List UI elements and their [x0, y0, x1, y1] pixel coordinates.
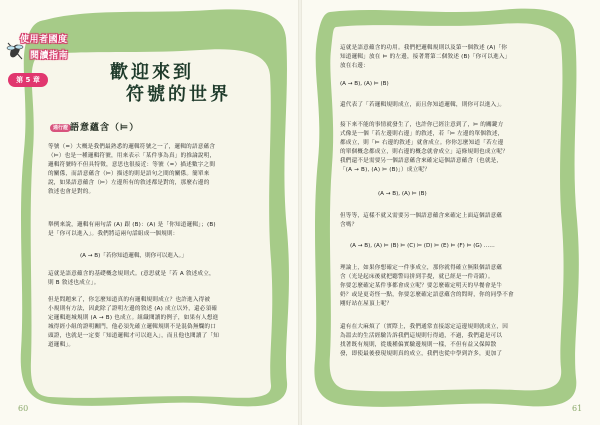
text-line: （⊨）也是一種邏輯符號，用來表示「某件事為真」的推論說明，: [48, 153, 216, 159]
page-number-left: 60: [18, 404, 29, 413]
text-line: 剛好站在屋頂上呢？: [340, 301, 393, 307]
page-number-right: 61: [572, 404, 583, 413]
text-line: 說，如果語意蘊含（⊨）左邊所有的敘述都是對的，那麼右邊的: [48, 180, 210, 186]
text-line: 小規則有方法，因此除了證明左邊的敘述 (A) 成立以外，還必須確: [48, 306, 218, 312]
text-line: 為溫去的生活經驗告訴我們這規則行得通，不過，我們還是可以: [340, 333, 503, 339]
text-line: 找著既有規則，從幾種偏實驗邊規則一樣，不但有益又保障散: [340, 342, 497, 348]
text-line: 邏輯符號時不但具特徵，意思也很接近：等號（=）描述數字之間: [48, 162, 216, 168]
text-line: 含嗎？: [340, 222, 358, 228]
text-line: 的單個概念都成立，則右邊的概念就會成立」這條規則也成立呢？: [340, 149, 509, 155]
text-line: 但等等，這樣不就又需要另一個語意蘊含來確定上面這個語意蘊: [340, 213, 503, 219]
text-line: 你要怎麼確定某件事都會成立呢？要怎麼確定明天的早餐會是牛: [340, 283, 503, 289]
series-title-line1: 使用者國度: [20, 35, 68, 45]
text-line: 頭證，也就是一定要「知道邏輯才可以進入」，而且他也閱讀了「知: [48, 333, 220, 339]
text-line: 但是問題來了，你怎麼知道真的有邏輯規則成立？也許進入得被: [48, 297, 211, 303]
text-line: 「(A → B), (A) ⊨ (B)」）成立呢？: [340, 167, 431, 173]
series-title-line2: 閱讀指南: [30, 51, 69, 61]
text-line: 定邏輯進城規則 (A → B) 也成立。組織閱讀的例子，如果有人想進: [48, 315, 219, 321]
text-line: 我們還不是需要另一個語意蘊含來確定這個語意蘊含（也就是，: [340, 158, 503, 164]
text-line: 還有在大麻煩了（實際上，我們通常直接認定這邊規則就成立，因: [340, 324, 509, 330]
right-formula-3: (A → B), (A) ⊨ (B) ⊨ (C) ⊨ (D) ⊨ (E) ⊨ (F) ⊨ (G) ……: [350, 243, 495, 249]
text-line: 放在右邊：: [340, 63, 369, 69]
text-line: 式像是一個「若左邊則右邊」的敘述，若「⊨ 左邊的單個敘述，: [340, 131, 504, 137]
text-line: 含（光是起床後就把聽警局拼到手提，就已經是一件奇蹟）。: [340, 274, 494, 280]
text-line: 等號（=）大概是我們最熟悉的邏輯符號之一了，邏輯的語意蘊含: [48, 144, 216, 150]
text-line: 還代表了「若邏輯規則成立，而且你知道邏輯，則你可以進入」。: [340, 102, 506, 108]
text-line: 敘述也會是對的。: [48, 189, 95, 195]
right-formula-1: (A → B), (A) ⊨ (B): [340, 81, 389, 87]
book-gutter: [298, 0, 302, 425]
right-formula-2: (A → B), (A) ⊨ (B): [378, 191, 427, 197]
chapter-badge: 第 5 章: [8, 73, 48, 87]
text-line: 接下來不能的事情就發生了，也許你已經注意到了，⊨ 的關鍵方: [340, 122, 504, 128]
right-page: [300, 0, 600, 425]
section-badge: 通行證: [50, 124, 71, 132]
text-line: 發，即使最後發現規則真的成立，我們也從中學到許多，更加了: [340, 351, 503, 357]
section-heading: 語意蘊含（⊨）: [70, 123, 140, 133]
text-line: 都成立，則「⊨ 右邊的敘述」就會成立。你你怎麼知道「若左邊: [340, 140, 504, 146]
text-line: 舉例來說，邏輯有兩句話 (A) 跟 (B)：(A) 是「你知道邏輯」；(B): [48, 222, 216, 228]
text-line: 的關係，而語意蘊含（⊨）描述的則是語句之間的關係。簡單來: [48, 171, 210, 177]
text-line: 這就是語意蘊含的基礎概念規則式。(意思就是「若 A 敘述成立，: [48, 271, 215, 277]
text-line: 這就是語意蘊含的功用。我們把邏輯規則以及第一個敘述 (A)「你: [340, 45, 508, 51]
text-line: 道邏輯」。: [48, 342, 75, 348]
text-line: 城得經小組的證明關門，他必須先確立邏輯規則不是混偽無爛的口: [48, 324, 217, 330]
left-formula: (A → B)「若你知道邏輯，則你可以進入。」: [80, 253, 187, 259]
text-line: 是「你可以進入」。我們將這兩句話組成一個規則：: [48, 231, 179, 237]
text-line: 則 B 敘述也成立」。: [48, 280, 100, 286]
chapter-title-line1: 歡迎來到: [110, 62, 194, 83]
text-line: 理論上，如果你想確定一件事成立，那你就得確立無限個語意蘊: [340, 265, 503, 271]
text-line: 知道邏輯」放在 ⊨ 的左邊，接著將第二個敘述 (B)「你可以進入」: [340, 54, 511, 60]
text-line: 奶？或是更奇怪一點，你要怎麼確定語意蘊含的問時，你的同學不會: [340, 292, 514, 298]
chapter-title-line2: 符號的世界: [126, 84, 231, 105]
